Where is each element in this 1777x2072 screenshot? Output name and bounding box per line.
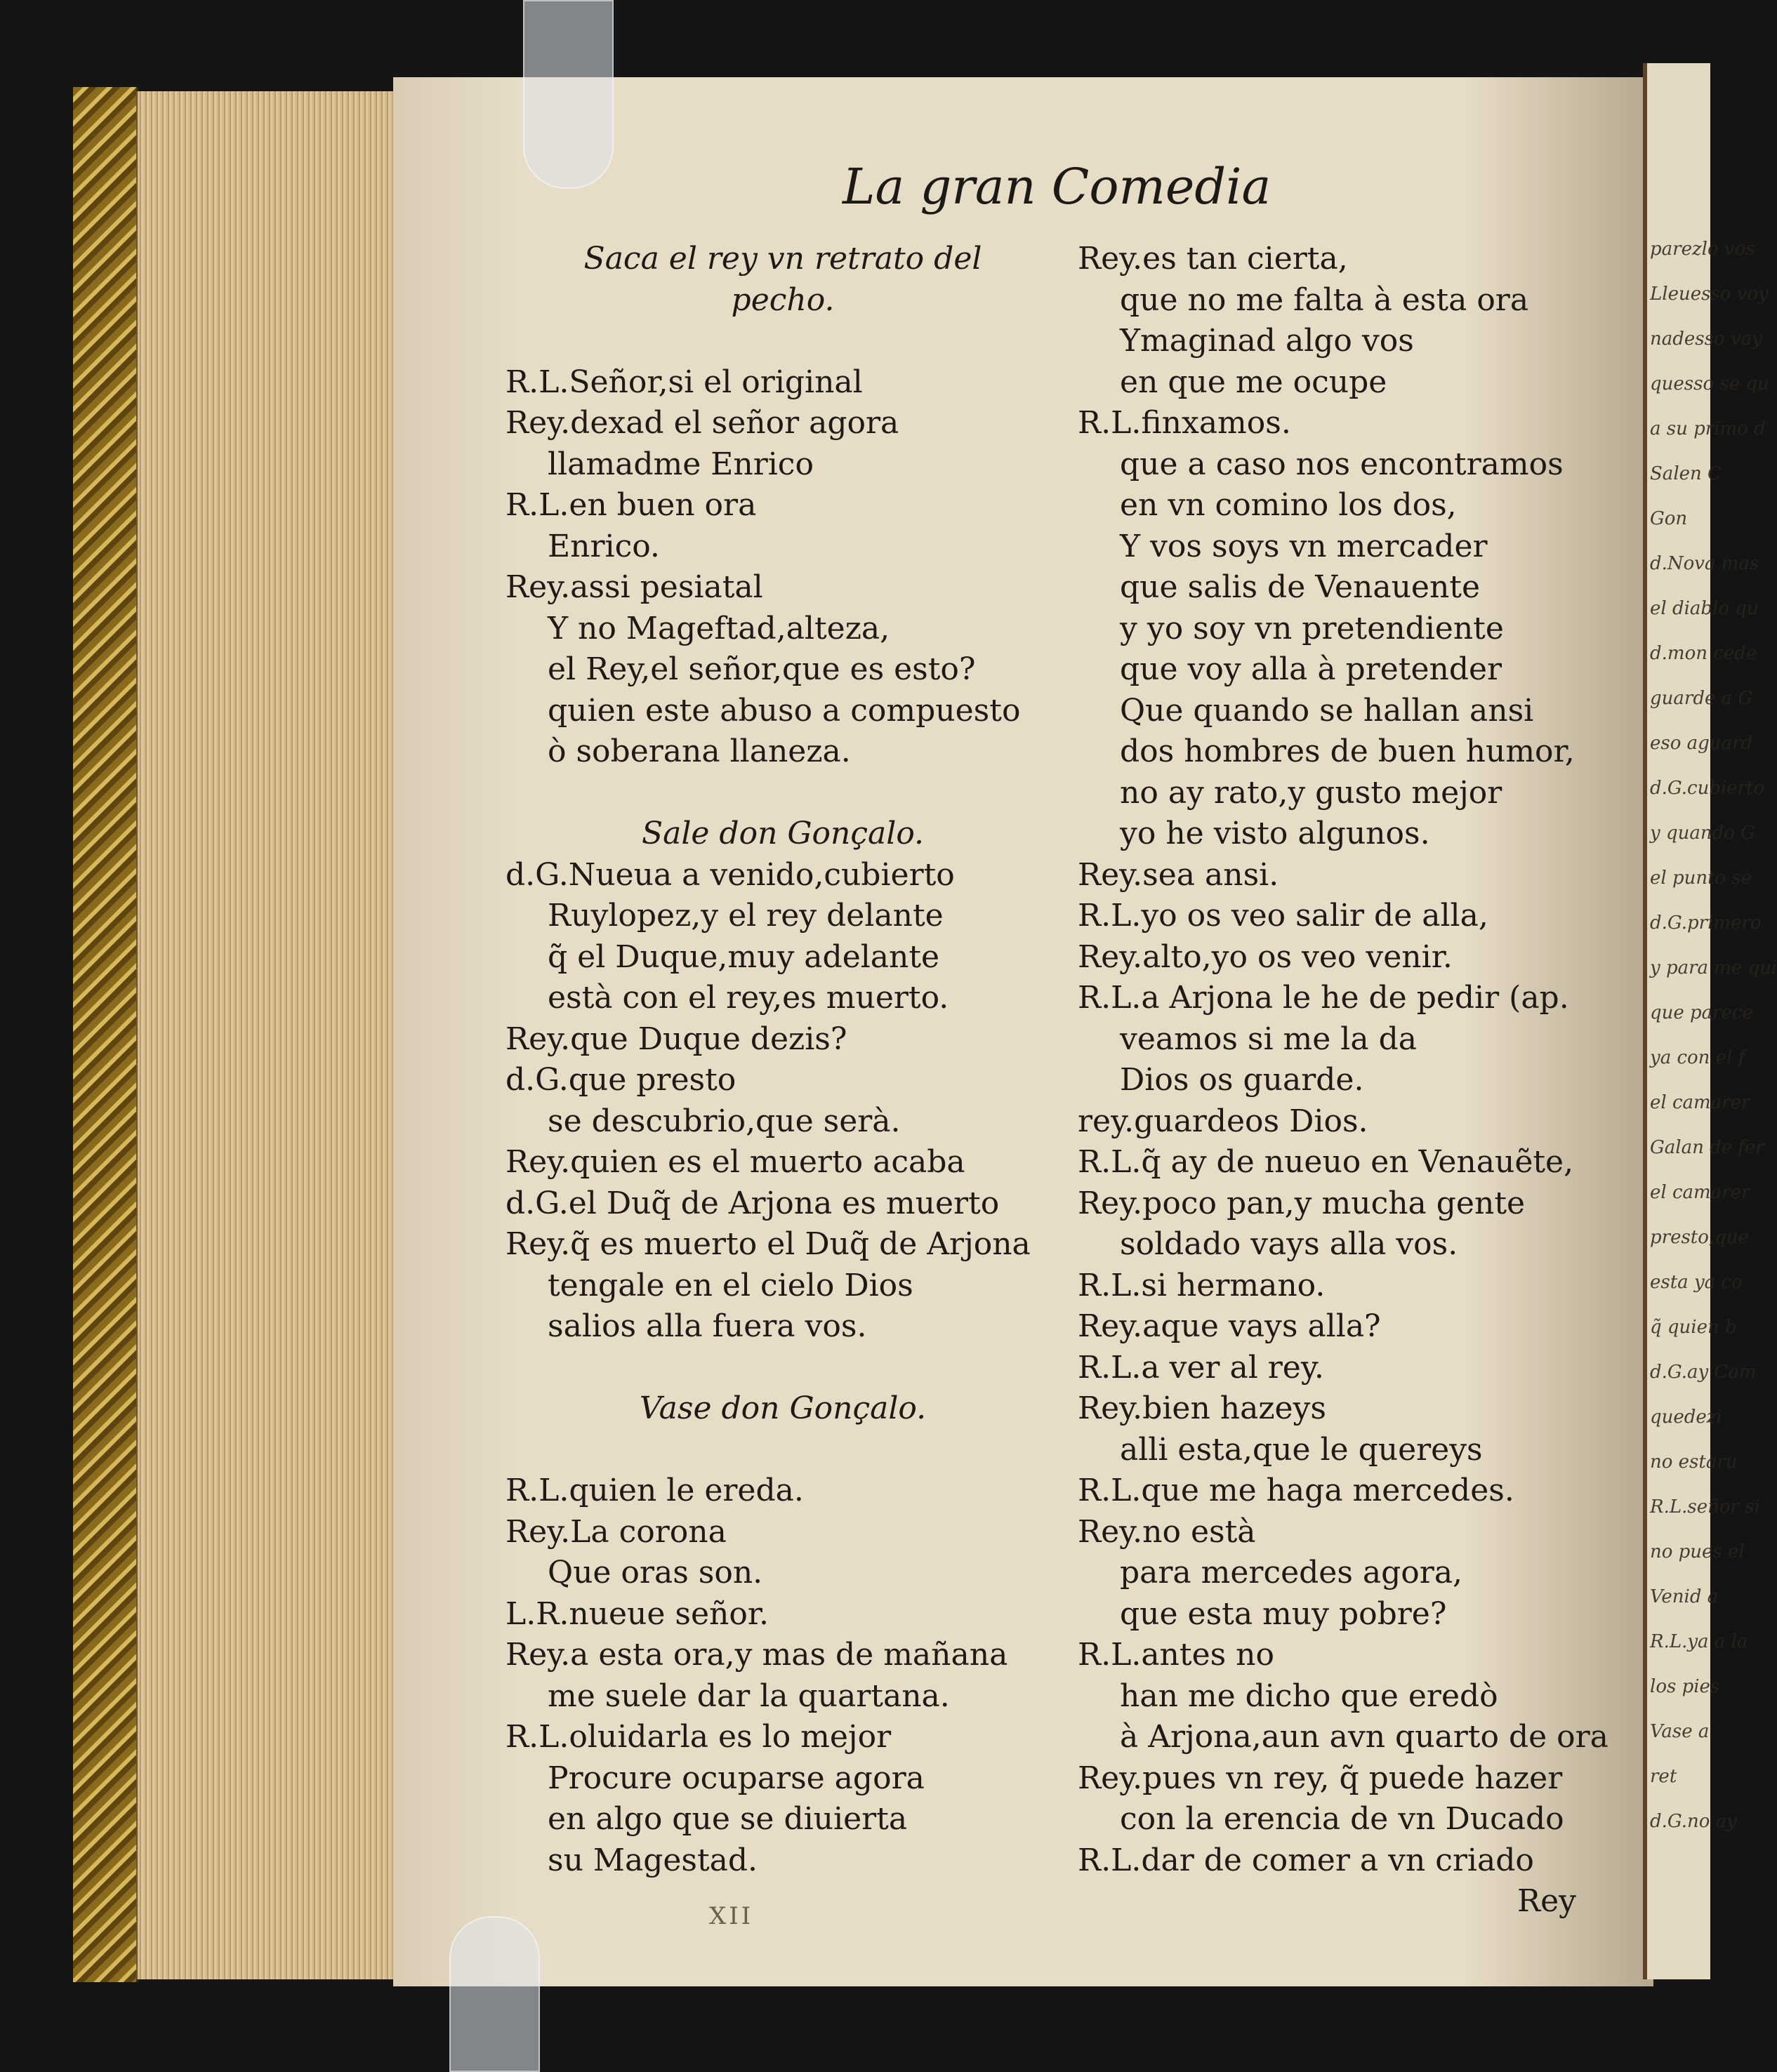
verse-line: Rey.no està (1078, 1513, 1256, 1550)
verse-line: su Magestad. (548, 1842, 758, 1878)
verse-line: Rey.pues vn rey, q̃ puede hazer (1078, 1760, 1563, 1796)
right-column (1078, 239, 1632, 1922)
facing-page-text: que parece (1650, 1002, 1753, 1023)
verse-line: Ymaginad algo vos (1120, 323, 1414, 359)
blank-line (506, 1348, 1060, 1389)
page-edges (136, 91, 397, 1979)
signature-mark: XII (709, 1902, 754, 1930)
verse-line: yo he visto algunos. (1120, 816, 1430, 851)
verse-line: han me dicho que eredò (1120, 1678, 1498, 1714)
verse-line: Y vos soys vn mercader (1120, 528, 1488, 564)
verse-line: se descubrio,que serà. (548, 1103, 901, 1139)
verse-line: tengale en el cielo Dios (548, 1267, 913, 1303)
verse-line: no ay rato,y gusto mejor (1120, 774, 1502, 811)
verse-line: con la erencia de vn Ducado (1120, 1801, 1564, 1837)
verse-line: Que quando se hallan ansi (1120, 692, 1534, 729)
facing-page-text: ret (1650, 1766, 1677, 1787)
page-clip-top (523, 0, 614, 189)
verse-line: R.L.oluidarla es lo mejor (506, 1719, 892, 1755)
verse-line: d.G.que presto (506, 1062, 736, 1098)
facing-page-text: y para me qui (1650, 957, 1777, 978)
facing-page-text: Venid a (1650, 1586, 1719, 1607)
verse-line: Ruylopez,y el rey delante (548, 898, 944, 934)
blank-line (506, 321, 1060, 362)
facing-page-text: guarde a G (1650, 688, 1753, 709)
verse-line: R.L.dar de comer a vn criado (1078, 1842, 1534, 1878)
facing-page-text: d.Nova mas (1650, 553, 1759, 574)
verse-line: Que oras son. (548, 1555, 763, 1590)
verse-line: Y no Mageftad,alteza, (548, 610, 890, 646)
facing-page-text: a su primo d (1650, 418, 1766, 439)
blank-line (506, 1430, 1060, 1471)
verse-line: soldado vays alla vos. (1120, 1226, 1458, 1262)
verse-line: Rey.assi pesiatal (506, 569, 763, 605)
stage-direction: pecho. (731, 281, 835, 318)
verse-line: que no me falta à esta ora (1120, 281, 1529, 318)
facing-page-text: R.L.ya a la (1650, 1631, 1748, 1652)
verse-line: me suele dar la quartana. (548, 1678, 950, 1714)
facing-page-text: los pies (1650, 1676, 1720, 1697)
facing-page-text: eso aguard (1650, 733, 1753, 754)
facing-page-text: no pues el (1650, 1541, 1745, 1562)
facing-page-text: el diablo qu (1650, 598, 1759, 619)
verse-line: Rey.que Duque dezis? (506, 1021, 847, 1057)
verse-line: R.L.antes no (1078, 1637, 1275, 1673)
verse-line: R.L.a Arjona le he de pedir (ap. (1078, 980, 1569, 1016)
verse-line: d.G.Nueua a venido,cubierto (506, 856, 955, 893)
facing-page-text: el camarer (1650, 1092, 1750, 1113)
verse-line: à Arjona,aun avn quarto de ora (1120, 1719, 1608, 1755)
verse-line: salios alla fuera vos. (548, 1308, 867, 1344)
verse-line: para mercedes agora, (1120, 1555, 1463, 1590)
facing-page-text: parezlo vos (1650, 239, 1755, 260)
facing-page-fragment (1643, 63, 1777, 1979)
facing-page-text: R.L.señor si (1650, 1496, 1760, 1518)
facing-page-text: Salen C (1650, 463, 1722, 484)
verse-line: Rey.poco pan,y mucha gente (1078, 1185, 1526, 1221)
verse-line: Rey.quien es el muerto acaba (506, 1144, 965, 1180)
facing-page-text: d.G.ay Cam (1650, 1362, 1757, 1383)
verse-line: Rey.alto,yo os veo venir. (1078, 938, 1453, 975)
running-header: La gran Comedia (843, 158, 1271, 215)
verse-line: Rey.La corona (506, 1513, 727, 1550)
verse-line: que voy alla à pretender (1120, 651, 1502, 687)
verse-line: Enrico. (548, 528, 660, 564)
verse-line: Rey.sea ansi. (1078, 856, 1279, 893)
verse-line: que salis de Venauente (1120, 569, 1481, 605)
verse-line: Rey.q̃ es muerto el Duq̃ de Arjona (506, 1226, 1031, 1262)
left-column (506, 239, 1060, 1881)
verse-line: R.L.quien le ereda. (506, 1473, 804, 1508)
verse-line: R.L.que me haga mercedes. (1078, 1473, 1514, 1508)
verse-line: rey.guardeos Dios. (1078, 1103, 1368, 1139)
facing-page-text: ya con el f (1650, 1047, 1745, 1068)
verse-line: Dios os guarde. (1120, 1062, 1364, 1098)
verse-line: que a caso nos encontramos (1120, 446, 1564, 482)
facing-page-text: Gon (1650, 508, 1688, 529)
stage-direction: Sale don Gonçalo. (641, 816, 925, 851)
blank-line (506, 773, 1060, 814)
verse-line: en algo que se diuierta (548, 1801, 908, 1837)
verse-line: R.L.a ver al rey. (1078, 1349, 1324, 1386)
stage-direction: Vase don Gonçalo. (639, 1390, 927, 1426)
verse-line: Rey.a esta ora,y mas de mañana (506, 1637, 1008, 1673)
facing-page-text: q̃ quien b (1650, 1317, 1737, 1338)
verse-line: Rey.dexad el señor agora (506, 405, 899, 441)
verse-line: d.G.el Duq̃ de Arjona es muerto (506, 1185, 1000, 1221)
facing-page-text: quedezi (1650, 1407, 1722, 1428)
facing-page-text: no estaru (1650, 1452, 1738, 1473)
facing-page-text: presto,que (1650, 1227, 1749, 1248)
stage-direction: Saca el rey vn retrato del (583, 241, 982, 277)
verse-line: Procure ocuparse agora (548, 1760, 925, 1796)
facing-page-text: Galan de fer (1650, 1137, 1764, 1158)
verse-line: que esta muy pobre? (1120, 1595, 1447, 1632)
verse-line: L.R.nueue señor. (506, 1595, 769, 1632)
verse-line: està con el rey,es muerto. (548, 980, 949, 1016)
verse-line: R.L.en buen ora (506, 487, 757, 523)
facing-page-text: quesso se qu (1650, 373, 1769, 394)
facing-page-text: d.G.cubierto (1650, 778, 1765, 799)
facing-page-text: Lleuesso voy (1650, 284, 1769, 305)
verse-line: Rey (1517, 1883, 1576, 1919)
facing-page-text: d.mon cede (1650, 643, 1757, 664)
verse-line: R.L.finxamos. (1078, 405, 1291, 441)
facing-page-text: el punto se (1650, 868, 1752, 889)
verse-line: en vn comino los dos, (1120, 487, 1457, 523)
verse-line: R.L.q̃ ay de nueuo en Venauẽte, (1078, 1144, 1574, 1180)
verse-line: Rey.bien hazeys (1078, 1390, 1326, 1426)
facing-page-text: d.G.no ay (1650, 1811, 1737, 1832)
facing-page-text: el camarer (1650, 1182, 1750, 1203)
verse-line: dos hombres de buen humor, (1120, 733, 1575, 769)
verse-line: R.L.Señor,si el original (506, 364, 863, 400)
page-clip-bottom (449, 1916, 540, 2072)
verse-line: R.L.si hermano. (1078, 1267, 1326, 1303)
verse-line: llamadme Enrico (548, 446, 814, 482)
verse-line: q̃ el Duque,muy adelante (548, 938, 940, 975)
facing-page-text: y quando G (1650, 823, 1755, 844)
verse-line: R.L.yo os veo salir de alla, (1078, 898, 1488, 934)
gilded-binding (73, 87, 138, 1982)
verse-line: veamos si me la da (1120, 1021, 1417, 1057)
facing-page-text: nadesso vay (1650, 328, 1762, 350)
verse-line: quien este abuso a compuesto (548, 692, 1021, 729)
facing-page-text: Vase a (1650, 1721, 1710, 1742)
facing-page-text: esta ya co (1650, 1272, 1743, 1293)
verse-line: ò soberana llaneza. (548, 733, 851, 769)
verse-line: y yo soy vn pretendiente (1120, 610, 1504, 646)
verse-line: Rey.aque vays alla? (1078, 1308, 1381, 1344)
verse-line: Rey.es tan cierta, (1078, 241, 1348, 277)
verse-line: el Rey,el señor,que es esto? (548, 651, 976, 687)
facing-page-text: d.G.primero (1650, 912, 1762, 934)
verse-line: alli esta,que le quereys (1120, 1431, 1483, 1468)
verse-line: en que me ocupe (1120, 364, 1387, 400)
